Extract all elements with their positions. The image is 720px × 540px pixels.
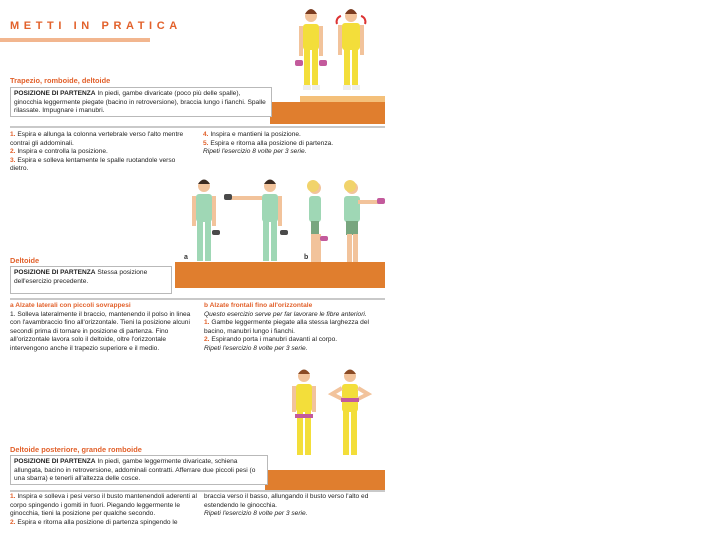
- section1-steps-right: [203, 131, 385, 157]
- section1-start-box: [10, 87, 272, 117]
- section1-title: Trapezio, romboide, deltoide: [10, 76, 111, 85]
- section3-steps-left: [10, 493, 198, 527]
- section1-step-2: 2. Inspira e controlla la posizione.: [10, 148, 108, 156]
- section2-col-b-step-1: 1. Gambe leggermente piegate alla stessa larghezza del bacino, manubri lungo i fianchi.: [204, 319, 369, 335]
- section3-repeat: Ripeti l'esercizio 8 volte per 3 serie.: [204, 510, 308, 518]
- section3-step-1: 1. Inspira e solleva i pesi verso il busto mantenendoli aderenti al corpo spingendo i gomiti in fuori. Piegando leggermente le ginocchia, tieni la posizione per qualche secondo.: [10, 493, 197, 518]
- section3-start-box: [10, 455, 268, 485]
- section3-start-text: In piedi, gambe leggermente divaricate, schiena allungata, bacino in retroversione, addominali contratti. Afferrare due piccoli pesi (o una sbarra) e tenerli all'altezza delle cosce.: [14, 458, 256, 483]
- section1-step-3: 3. Espira e solleva lentamente le spalle ruotandole verso dietro.: [10, 156, 176, 173]
- section3-start-label: POSIZIONE DI PARTENZA: [14, 458, 96, 465]
- section1-divider: [10, 126, 385, 128]
- section1-step-4: 4. Inspira e mantieni la posizione.: [203, 131, 301, 138]
- section2-col-b: [204, 302, 385, 354]
- section3-continuation: braccia verso il basso, allungando il busto verso l'alto ed estendendo le ginocchia.: [204, 493, 369, 509]
- illustration-lateral-front-raises: [180, 176, 385, 272]
- section2-start-box: [10, 266, 172, 294]
- section2-start-text: Stessa posizione dell'esercizio precedente.: [14, 269, 148, 285]
- figure-upright-row-start: [292, 370, 316, 456]
- section2-col-b-title: b Alzate frontali fino all'orizzontale: [204, 302, 313, 309]
- section2-col-a-title: a Alzate laterali con piccoli sovrappesi: [10, 302, 131, 309]
- figure-front-raise-side: [307, 180, 328, 262]
- section3-divider: [10, 490, 385, 492]
- section1-repeat: Ripeti l'esercizio 8 volte per 3 serie.: [203, 148, 307, 156]
- figure-shrug-raised: [337, 9, 366, 90]
- figure-lateral-raise-start: [192, 180, 220, 262]
- section2-start-label: POSIZIONE DI PARTENZA: [14, 269, 96, 276]
- section3-step-2: 2. Espira e ritorna alla posizione di partenza spingendo le: [10, 518, 178, 526]
- figure-label-a: a: [184, 254, 188, 261]
- section2-divider: [10, 298, 385, 300]
- illustration-shoulder-shrug: [285, 2, 385, 102]
- section1-steps-left: [10, 131, 195, 174]
- section3-title: Deltoide posteriore, grande romboide: [10, 445, 142, 454]
- floor-1: [270, 102, 385, 124]
- illustration-upright-row: [282, 364, 382, 474]
- section2-col-b-intro: Questo esercizio serve per far lavorare le fibre anteriori.: [204, 310, 367, 318]
- section2-col-a: [10, 302, 198, 354]
- figure-front-raise-arms-up: [344, 180, 385, 262]
- section2-col-a-steps: 1. Solleva lateralmente il braccio, mantenendo il polso in linea con l'avambraccio fino all'orizzontale. Tieni la posizione alcuni secondi prima di tornare in posizione di partenza. Fino all'orizzontale lavora solo il deltoide, oltre l'orizzontale intervengono anche il trapezio superiore e il medio.: [10, 310, 191, 352]
- section2-col-b-step-2: 2. Espirando porta i manubri davanti al corpo.: [204, 336, 338, 344]
- section1-start-text: In piedi, gambe divaricate (poco più delle spalle), ginocchia leggermente piegate (bacino in retroversione), braccia lungo i fianchi. Spalle rilassate. Impugnare i manubri.: [14, 90, 266, 115]
- heading-underline: [0, 38, 150, 42]
- figure-shrug-start: [295, 9, 327, 90]
- section1-step-5: 5. Espira e ritorna alla posizione di partenza.: [203, 139, 334, 147]
- section1-start-label: POSIZIONE DI PARTENZA: [14, 90, 96, 97]
- section2-repeat: Ripeti l'esercizio 8 volte per 3 serie.: [204, 344, 308, 352]
- figure-label-b: b: [304, 254, 309, 261]
- section3-steps-right: [204, 493, 385, 519]
- page-heading: METTI IN PRATICA: [10, 20, 182, 32]
- section1-step-1: 1. Espira e allunga la colonna vertebrale verso l'alto mentre contrai gli addominali.: [10, 131, 184, 147]
- figure-upright-row-raised: [332, 370, 368, 456]
- figure-lateral-raise-arm-out: [224, 180, 288, 262]
- section2-title: Deltoide: [10, 256, 40, 265]
